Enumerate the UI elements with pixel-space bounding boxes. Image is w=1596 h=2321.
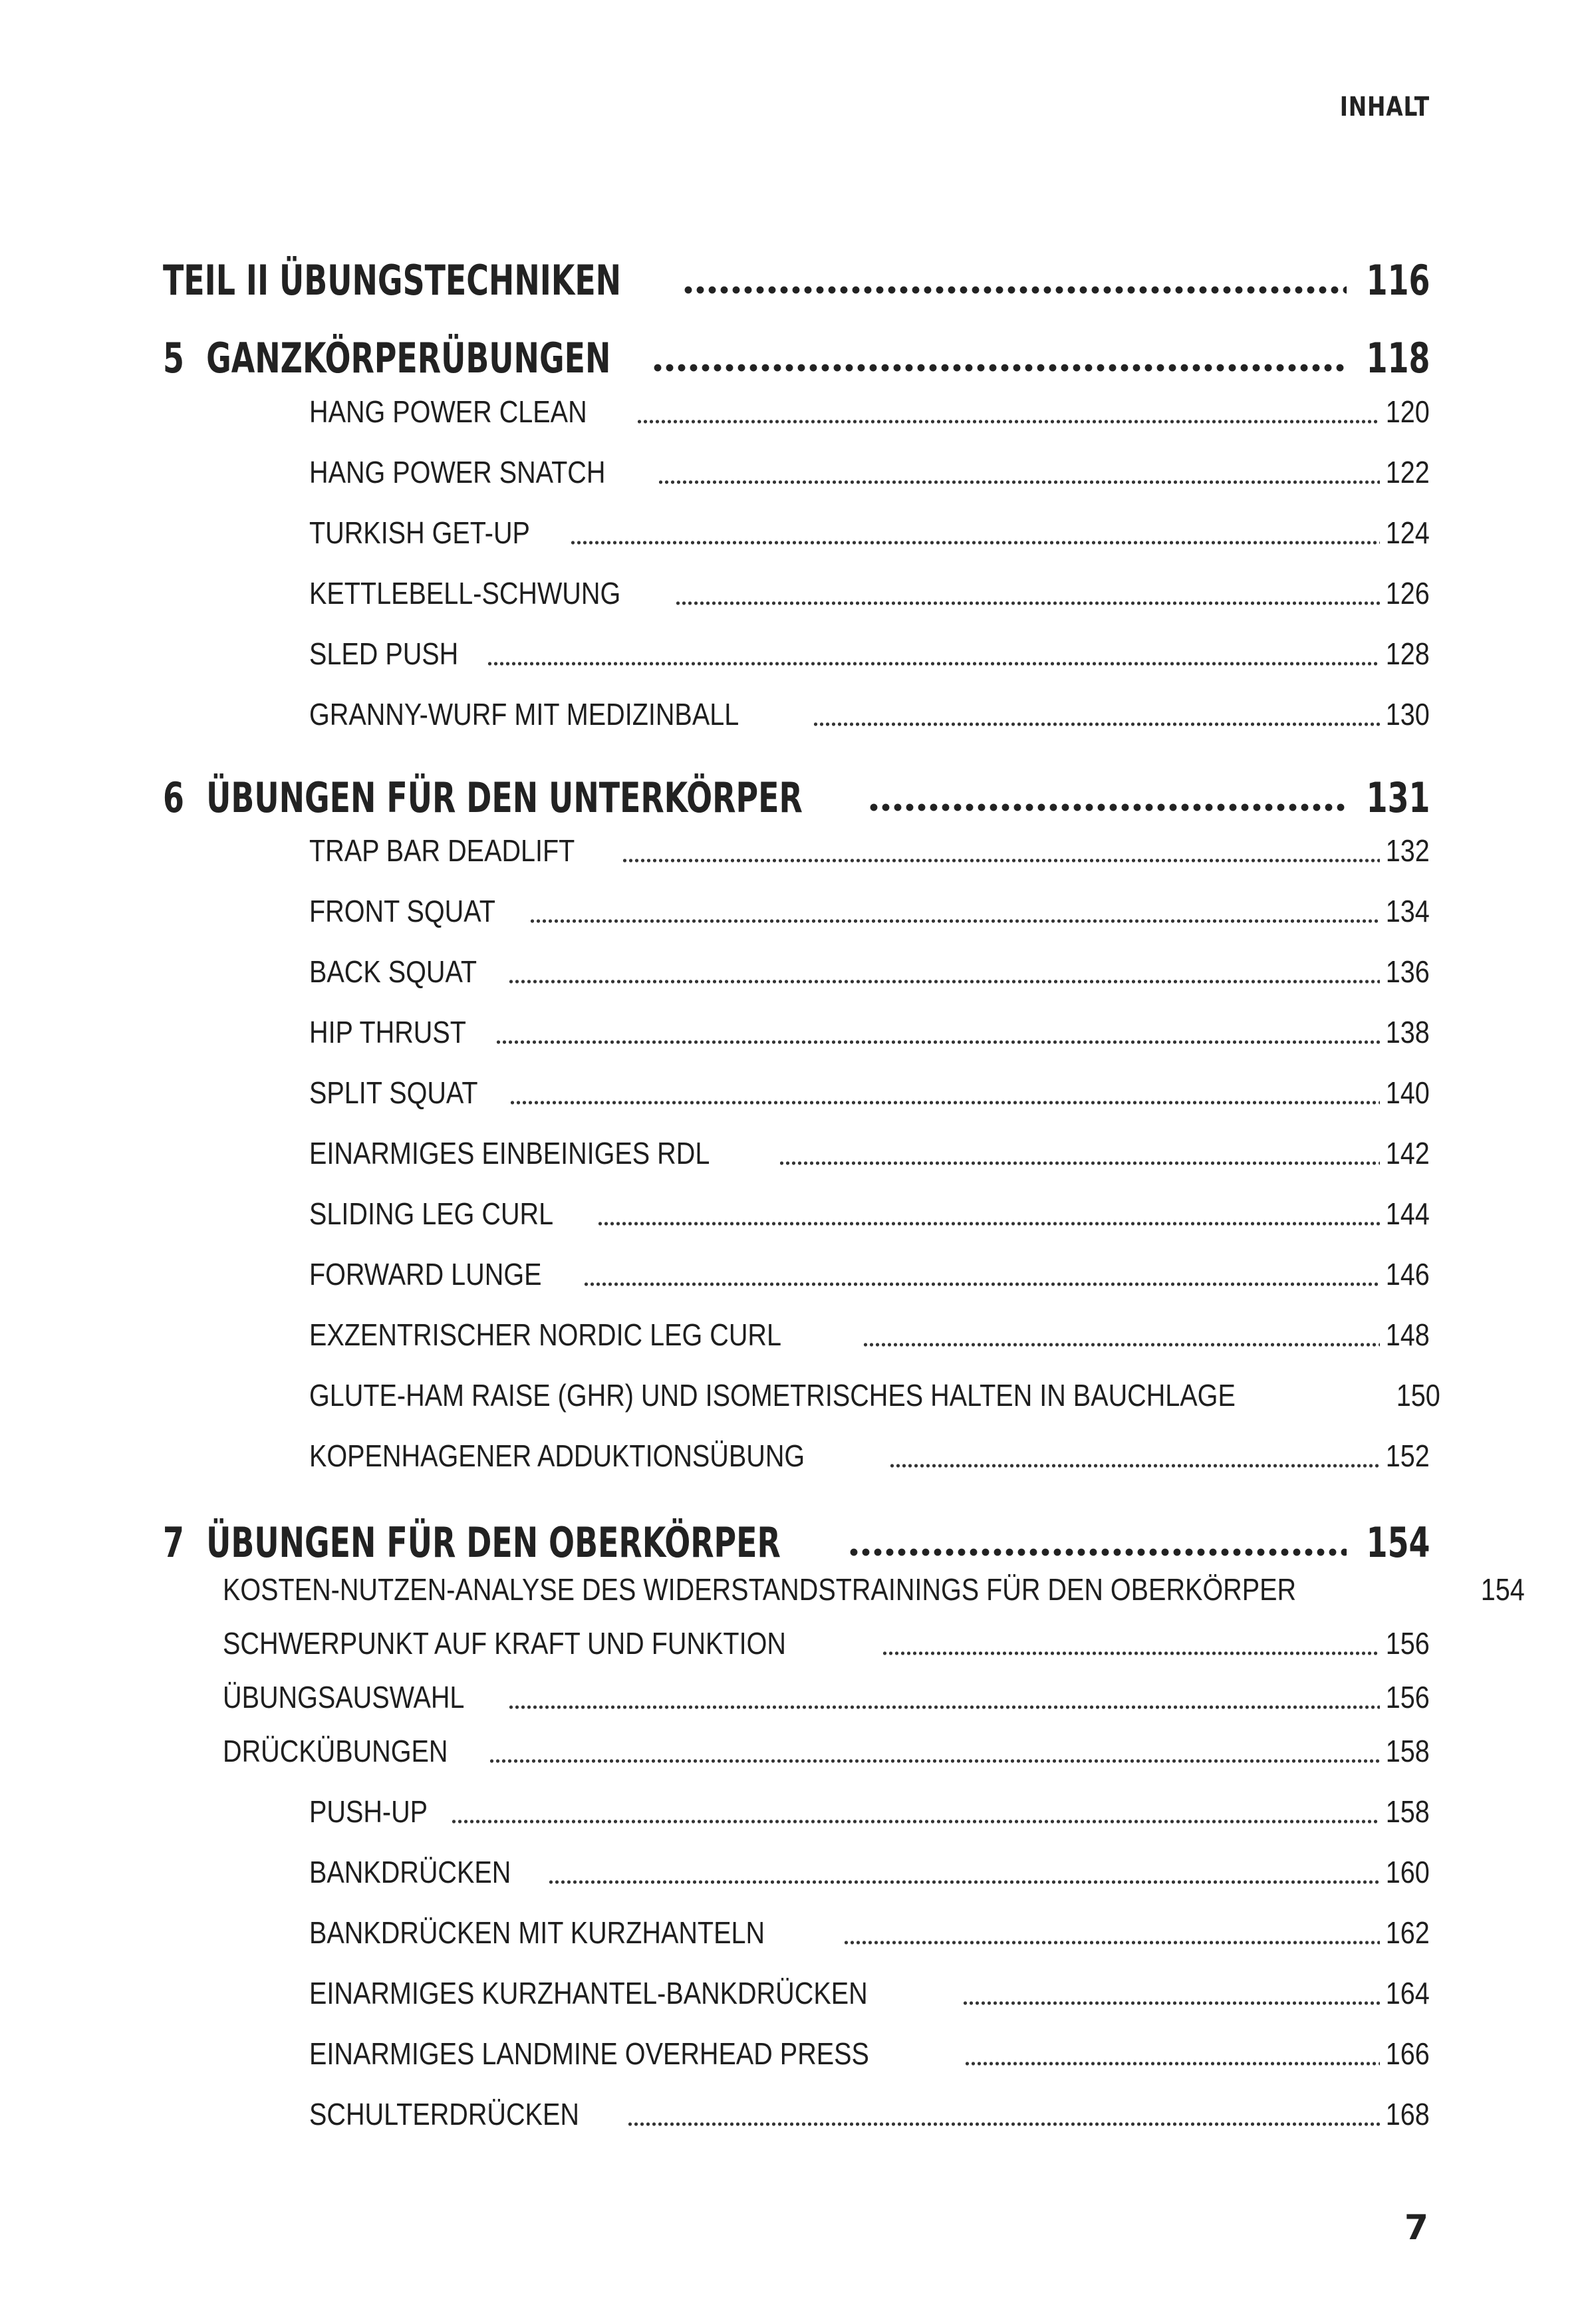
toc-page-number: 148 <box>1385 1317 1430 1352</box>
toc-entry-label: GLUTE-HAM RAISE (GHR) UND ISOMETRISCHES HALTEN IN BAUCHLAGE <box>309 1378 1236 1413</box>
dot-leader <box>597 1208 1380 1228</box>
toc-page-number: 154 <box>1366 1518 1430 1567</box>
dot-leader <box>889 1450 1380 1470</box>
toc-page-number: 140 <box>1385 1075 1430 1110</box>
toc-entry[interactable] <box>309 1854 1430 1890</box>
toc-chapter-heading[interactable] <box>163 1518 1430 1567</box>
toc-entry-label: SCHWERPUNKT AUF KRAFT UND FUNKTION <box>223 1626 786 1661</box>
toc-chapter-label <box>163 773 803 822</box>
toc-chapter-label <box>163 1518 781 1567</box>
toc-page-number: 168 <box>1385 2097 1430 2131</box>
toc-entry-label: DRÜCKÜBUNGEN <box>223 1734 448 1768</box>
toc-entry[interactable] <box>309 515 1430 551</box>
toc-chapter-label <box>163 334 610 382</box>
toc-chapter-heading[interactable] <box>163 334 1430 382</box>
dot-leader <box>843 1927 1381 1947</box>
toc-page-number: 154 <box>1480 1572 1525 1607</box>
dot-leader <box>636 406 1381 426</box>
toc-entry-label: BANKDRÜCKEN MIT KURZHANTELN <box>309 1915 765 1950</box>
toc-page-number: 160 <box>1385 1855 1430 1889</box>
toc-entry-label: ÜBUNGSAUSWAHL <box>223 1680 465 1714</box>
dot-leader <box>868 790 1347 817</box>
toc-page-number: 138 <box>1385 1015 1430 1049</box>
toc-entry[interactable] <box>309 1075 1430 1111</box>
toc-entry-label: SLED PUSH <box>309 636 459 671</box>
dot-leader <box>508 1691 1381 1711</box>
toc-entry-label: EINARMIGES KURZHANTEL-BANKDRÜCKEN <box>309 1976 868 2010</box>
toc-page-number: 134 <box>1385 894 1430 928</box>
toc-entry-label: BANKDRÜCKEN <box>309 1855 511 1889</box>
toc-entry[interactable] <box>309 1975 1430 2011</box>
toc-entry-label: HIP THRUST <box>309 1015 466 1049</box>
chapter-number: 6 <box>163 773 184 822</box>
toc-entry-label: KOPENHAGENER ADDUKTIONSÜBUNG <box>309 1438 805 1473</box>
toc-page-number: 131 <box>1366 773 1430 822</box>
toc-page-number: 132 <box>1385 833 1430 868</box>
toc-page-number: 162 <box>1385 1915 1430 1950</box>
dot-leader <box>583 1268 1380 1288</box>
chapter-title: ÜBUNGEN FÜR DEN UNTERKÖRPER <box>206 773 803 822</box>
toc-entry-label: HANG POWER CLEAN <box>309 394 587 429</box>
toc-entry-label: EINARMIGES EINBEINIGES RDL <box>309 1136 710 1170</box>
toc-page-number: 156 <box>1385 1626 1430 1661</box>
dot-leader <box>627 2108 1380 2128</box>
toc-page-number: 124 <box>1385 515 1430 550</box>
chapter-title: GANZKÖRPERÜBUNGEN <box>206 334 611 382</box>
chapter-title: ÜBUNGEN FÜR DEN OBERKÖRPER <box>206 1518 781 1567</box>
toc-page-number: 122 <box>1385 455 1430 489</box>
toc-entry[interactable] <box>223 1625 1430 1661</box>
toc-entry[interactable] <box>309 1256 1430 1292</box>
dot-leader <box>509 1087 1380 1107</box>
toc-entry[interactable] <box>223 1571 1525 1607</box>
toc-entry-label: FORWARD LUNGE <box>309 1257 542 1292</box>
toc-entry-label: HANG POWER SNATCH <box>309 455 606 489</box>
toc-part-label: TEIL II ÜBUNGSTECHNIKEN <box>163 256 622 305</box>
dot-leader <box>964 2048 1380 2068</box>
toc-page-number: 136 <box>1385 954 1430 989</box>
toc-page-number: 144 <box>1385 1196 1430 1231</box>
toc-page-number: 156 <box>1385 1680 1430 1714</box>
dot-leader <box>451 1806 1380 1826</box>
dot-leader <box>848 1535 1346 1562</box>
dot-leader <box>622 845 1380 865</box>
toc-entry[interactable] <box>223 1679 1430 1715</box>
toc-page-number: 146 <box>1385 1257 1430 1292</box>
toc-entry[interactable] <box>309 1438 1430 1474</box>
toc-page-number: 116 <box>1366 256 1430 305</box>
toc-entry[interactable] <box>309 954 1430 990</box>
toc-part-heading[interactable] <box>163 256 1430 305</box>
toc-entry[interactable] <box>309 575 1430 611</box>
toc-entry[interactable] <box>309 1196 1430 1232</box>
toc-page-number: 158 <box>1385 1794 1430 1829</box>
dot-leader <box>508 966 1380 986</box>
toc-entry[interactable] <box>309 1014 1430 1050</box>
toc-page-number: 120 <box>1385 394 1430 429</box>
toc-entry-label: TRAP BAR DEADLIFT <box>309 833 575 868</box>
dot-leader <box>652 350 1347 377</box>
toc-page-number: 164 <box>1385 1976 1430 2010</box>
toc-entry-label: BACK SQUAT <box>309 954 477 989</box>
toc-page-number: 150 <box>1396 1378 1440 1413</box>
dot-leader <box>813 708 1380 728</box>
toc-entry-label: KETTLEBELL-SCHWUNG <box>309 576 621 611</box>
toc-page-number: 158 <box>1385 1734 1430 1768</box>
toc-entry-label: SCHULTERDRÜCKEN <box>309 2097 579 2131</box>
toc-entry[interactable] <box>309 636 1430 672</box>
toc-entry[interactable] <box>309 1135 1430 1171</box>
toc-entry-label: TURKISH GET-UP <box>309 515 530 550</box>
dot-leader <box>882 1637 1380 1657</box>
toc-entry[interactable] <box>309 2096 1430 2132</box>
toc-page-number: 142 <box>1385 1136 1430 1170</box>
toc-page-number: 152 <box>1385 1438 1430 1473</box>
toc-entry-label: GRANNY-WURF MIT MEDIZINBALL <box>309 697 739 732</box>
toc-entry[interactable] <box>309 1377 1440 1413</box>
toc-entry-label: SPLIT SQUAT <box>309 1075 478 1110</box>
dot-leader <box>863 1329 1381 1349</box>
toc-entry[interactable] <box>309 454 1430 490</box>
toc-page-number: 128 <box>1385 636 1430 671</box>
toc-entry[interactable] <box>309 833 1430 869</box>
dot-leader <box>495 1026 1380 1046</box>
toc-page-number: 126 <box>1385 576 1430 611</box>
toc-page-number: 118 <box>1366 334 1430 382</box>
dot-leader <box>962 1987 1380 2007</box>
toc-entry[interactable] <box>309 893 1430 929</box>
toc-entry[interactable] <box>309 1794 1430 1830</box>
dot-leader <box>682 273 1346 299</box>
dot-leader <box>487 648 1381 668</box>
toc-entry[interactable] <box>309 2036 1430 2072</box>
toc-entry-label: FRONT SQUAT <box>309 894 495 928</box>
chapter-number: 5 <box>163 334 184 382</box>
toc-page-number: 130 <box>1385 697 1430 732</box>
toc-entry[interactable] <box>309 1317 1430 1353</box>
dot-leader <box>658 466 1380 486</box>
toc-entry-label: KOSTEN-NUTZEN-ANALYSE DES WIDERSTANDSTRAININGS FÜR DEN OBERKÖRPER <box>223 1572 1297 1607</box>
toc-entry-label: SLIDING LEG CURL <box>309 1196 554 1231</box>
dot-leader <box>529 905 1380 925</box>
toc-entry[interactable] <box>309 696 1430 732</box>
toc-entry-label: PUSH-UP <box>309 1794 428 1829</box>
dot-leader <box>570 527 1380 547</box>
toc-page-number: 166 <box>1385 2036 1430 2071</box>
dot-leader <box>675 587 1380 607</box>
toc-entry-label: EXZENTRISCHER NORDIC LEG CURL <box>309 1317 781 1352</box>
toc-entry[interactable] <box>309 1915 1430 1951</box>
toc-entry[interactable] <box>223 1733 1430 1769</box>
dot-leader <box>548 1866 1381 1886</box>
page-number: 7 <box>1404 2208 1428 2248</box>
dot-leader <box>489 1745 1381 1765</box>
running-header: INHALT <box>1339 92 1430 122</box>
toc-chapter-heading[interactable] <box>163 773 1430 822</box>
toc-entry[interactable] <box>309 394 1430 430</box>
chapter-number: 7 <box>163 1518 184 1567</box>
dot-leader <box>779 1147 1380 1167</box>
toc-entry-label: EINARMIGES LANDMINE OVERHEAD PRESS <box>309 2036 869 2071</box>
